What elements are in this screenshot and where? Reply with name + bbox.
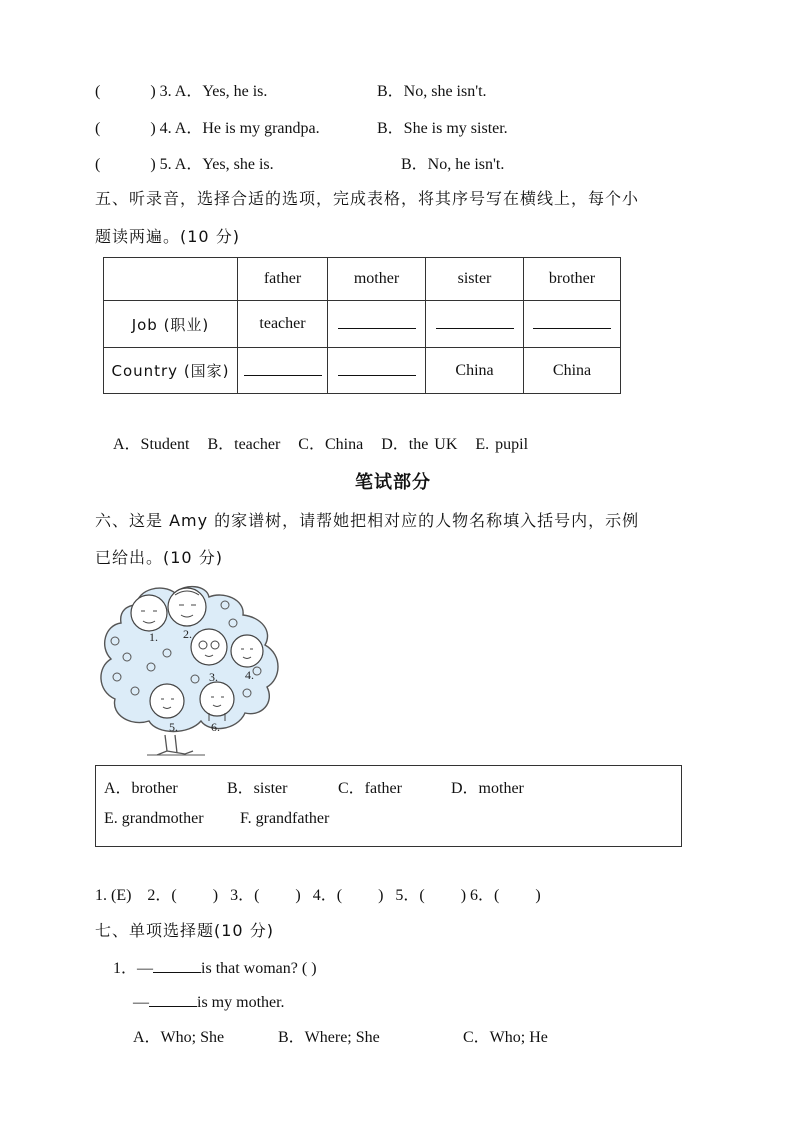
answer-blank[interactable] <box>149 990 197 1007</box>
option-mother: D．mother <box>451 780 524 797</box>
section5-options: A．Student B．teacher C．China D．the UK E. pupil <box>113 436 529 453</box>
question-text: is my mother. <box>197 994 285 1011</box>
tree-number: 3. <box>209 670 218 684</box>
table-header-row <box>104 258 621 301</box>
family-tree-illustration <box>97 585 292 757</box>
option-father: C．father <box>338 780 402 797</box>
paren-close: ) <box>150 156 156 173</box>
option-a: 4. A．He is my grandpa. <box>159 120 320 137</box>
paren-open: ( <box>95 120 101 137</box>
paren-open: ( <box>95 83 101 100</box>
section6-instruction-line1: 六、这是 Amy 的家谱树，请帮她把相对应的人物名称填入括号内，示例 <box>95 511 640 530</box>
section6-options-box <box>95 765 682 847</box>
tree-number: 2. <box>183 627 192 641</box>
table-header-cell: brother <box>524 258 621 301</box>
listening-item-5 <box>95 151 274 174</box>
answer-blank[interactable] <box>426 301 524 348</box>
listening-item-5-b: B．No, he isn't. <box>401 156 505 173</box>
section5-instruction-line2: 题读两遍。(10 分) <box>95 227 240 246</box>
table-row <box>104 301 621 348</box>
option-a: 5. A．Yes, she is. <box>159 156 274 173</box>
table-row <box>104 348 621 394</box>
listening-item-3 <box>95 78 267 101</box>
paren-open: ( <box>95 156 101 173</box>
table-header-cell: mother <box>328 258 426 301</box>
row-label: Job (职业) <box>104 301 238 348</box>
question-1-option-a[interactable]: A．Who; She <box>133 1029 225 1046</box>
table-header-cell <box>104 258 238 301</box>
answer-blank[interactable] <box>238 348 328 394</box>
section5-instruction-line1: 五、听录音，选择合适的选项，完成表格，将其序号写在横线上，每个小 <box>95 189 640 208</box>
question-text: is that woman? ( ) <box>201 960 317 977</box>
listening-item-4-b: B．She is my sister. <box>377 120 508 137</box>
tree-svg <box>97 585 292 757</box>
listening-item-4 <box>95 115 320 138</box>
row-label: Country (国家) <box>104 348 238 394</box>
option-grandmother: E. grandmother <box>104 810 204 827</box>
table-cell: teacher <box>238 301 328 348</box>
tree-number: 1. <box>149 630 158 644</box>
family-info-table <box>103 257 621 394</box>
question-1-line2 <box>133 990 285 1012</box>
section7-title: 七、单项选择题(10 分) <box>95 921 274 940</box>
question-number: 1．— <box>113 960 154 977</box>
written-section-title: 笔试部分 <box>355 472 431 493</box>
tree-number: 5. <box>169 720 178 734</box>
option-brother: A．brother <box>104 780 178 797</box>
table-cell: China <box>426 348 524 394</box>
option-grandfather: F. grandfather <box>240 810 330 827</box>
answer-blank[interactable] <box>328 348 426 394</box>
answer-blank[interactable] <box>524 301 621 348</box>
dash: — <box>133 994 149 1011</box>
table-header-cell: sister <box>426 258 524 301</box>
paren-close: ) <box>150 83 156 100</box>
section6-answers[interactable]: 1. (E) 2．( ) 3．( ) 4．( ) 5．( ) 6．( ) <box>95 887 541 904</box>
answer-blank[interactable] <box>153 956 201 973</box>
question-1-option-c[interactable]: C．Who; He <box>463 1029 548 1046</box>
tree-number: 6. <box>211 720 220 734</box>
table-cell: China <box>524 348 621 394</box>
question-1-line1 <box>113 955 317 978</box>
tree-number: 4. <box>245 668 254 682</box>
section6-instruction-line2: 已给出。(10 分) <box>95 548 223 567</box>
listening-item-3-b: B．No, she isn't. <box>377 83 487 100</box>
option-sister: B．sister <box>227 780 288 797</box>
answer-blank[interactable] <box>328 301 426 348</box>
question-1-option-b[interactable]: B．Where; She <box>278 1029 380 1046</box>
option-a: 3. A．Yes, he is. <box>159 83 268 100</box>
table-header-cell: father <box>238 258 328 301</box>
paren-close: ) <box>150 120 156 137</box>
